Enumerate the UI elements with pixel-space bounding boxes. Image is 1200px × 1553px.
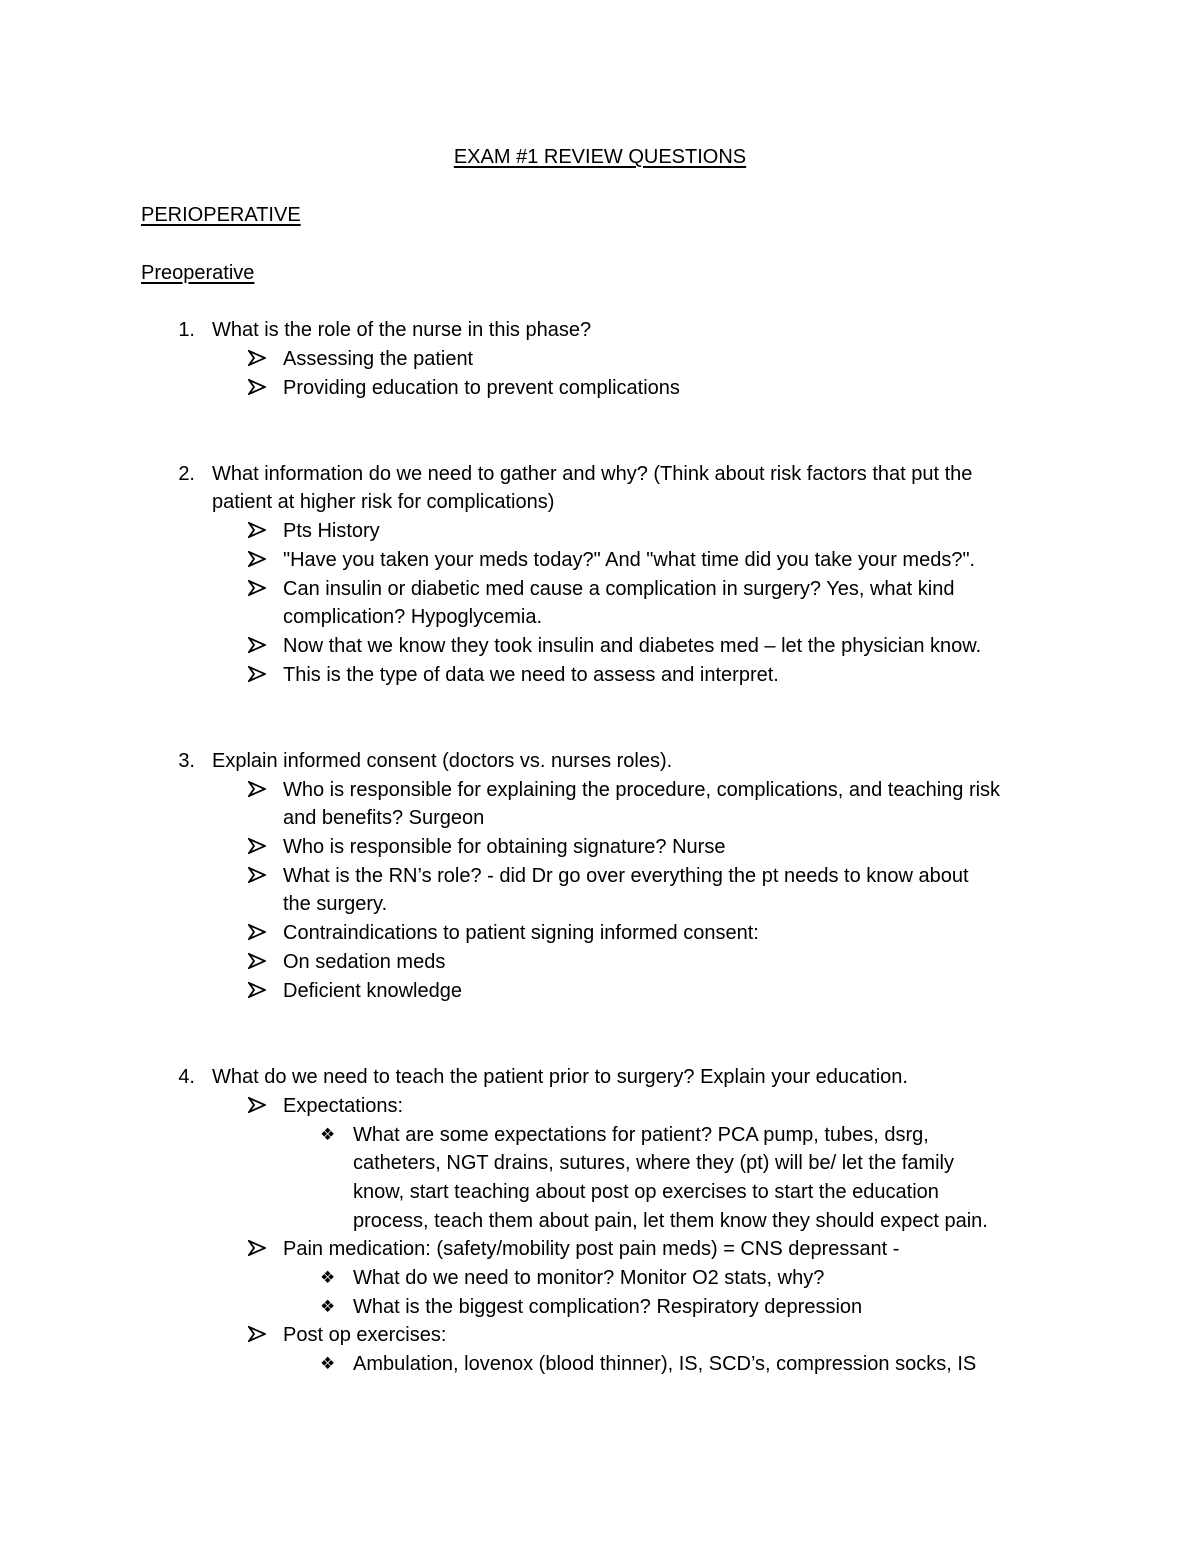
arrow-bullet-icon [248,867,266,883]
sub-bullet-text: What do we need to monitor? Monitor O2 stats, why? [353,1267,825,1289]
arrow-bullet-icon [248,982,266,998]
arrow-bullet-icon [248,551,266,567]
question-text: What is the role of the nurse in this phase? [212,319,592,341]
diamond-bullet-icon: ❖ [320,1297,336,1316]
question-text: patient at higher risk for complications) [212,491,555,513]
arrow-bullet-icon [248,1240,266,1256]
bullet-text: Expectations: [283,1095,404,1117]
arrow-bullet-icon [248,953,266,969]
sub-bullet-text: What are some expectations for patient? PCA pump, tubes, dsrg, [353,1124,929,1146]
arrow-bullet-icon [248,924,266,940]
arrow-bullet-icon [248,379,266,395]
bullet-text: This is the type of data we need to assess and interpret. [283,664,779,686]
question-text: What do we need to teach the patient prior to surgery? Explain your education. [212,1066,908,1088]
arrow-bullet-icon [248,522,266,538]
arrow-bullet-icon [248,637,266,653]
bullet-text: Who is responsible for explaining the procedure, complications, and teaching risk [283,779,1001,801]
bullet-text: Providing education to prevent complications [283,377,680,399]
sub-bullet-text: process, teach them about pain, let them know they should expect pain. [353,1210,988,1232]
section-heading: PERIOPERATIVE [141,204,301,226]
bullet-text: complication? Hypoglycemia. [283,606,543,628]
question-number: 4. [178,1066,195,1088]
sub-bullet-text: Ambulation, lovenox (blood thinner), IS, SCD’s, compression socks, IS [353,1353,977,1375]
sub-bullet-text: know, start teaching about post op exercises to start the education [353,1181,939,1203]
question-number: 3. [178,750,195,772]
sub-bullet-text: catheters, NGT drains, sutures, where they (pt) will be/ let the family [353,1152,954,1174]
arrow-bullet-icon [248,1326,266,1342]
question-number: 2. [178,463,195,485]
bullet-text: Post op exercises: [283,1324,447,1346]
arrow-bullet-icon [248,781,266,797]
question-text: What information do we need to gather and why? (Think about risk factors that put the [212,463,973,485]
diamond-bullet-icon: ❖ [320,1125,336,1144]
bullet-text: Assessing the patient [283,348,474,370]
sub-bullet-text: What is the biggest complication? Respiratory depression [353,1296,863,1318]
bullet-text: Can insulin or diabetic med cause a complication in surgery? Yes, what kind [283,578,955,600]
arrow-bullet-icon [248,350,266,366]
arrow-bullet-icon [248,666,266,682]
arrow-bullet-icon [248,838,266,854]
arrow-bullet-icon [248,580,266,596]
question-text: Explain informed consent (doctors vs. nurses roles). [212,750,673,772]
bullet-text: Now that we know they took insulin and diabetes med – let the physician know. [283,635,982,657]
bullet-text: "Have you taken your meds today?" And "what time did you take your meds?". [283,549,976,571]
diamond-bullet-icon: ❖ [320,1268,336,1287]
bullet-text: Deficient knowledge [283,980,462,1002]
bullet-text: Pts History [283,520,380,542]
diamond-bullet-icon: ❖ [320,1354,336,1373]
bullet-text: What is the RN’s role? - did Dr go over everything the pt needs to know about [283,865,969,887]
document-title: EXAM #1 REVIEW QUESTIONS [453,146,747,168]
question-number: 1. [178,319,195,341]
bullet-text: Pain medication: (safety/mobility post pain meds) = CNS depressant - [283,1238,900,1260]
bullet-text: and benefits? Surgeon [283,807,485,829]
arrow-bullet-icon [248,1097,266,1113]
bullet-text: the surgery. [283,893,388,915]
bullet-text: Who is responsible for obtaining signature? Nurse [283,836,726,858]
subsection-heading: Preoperative [141,262,255,284]
bullet-text: Contraindications to patient signing informed consent: [283,922,759,944]
bullet-text: On sedation meds [283,951,446,973]
